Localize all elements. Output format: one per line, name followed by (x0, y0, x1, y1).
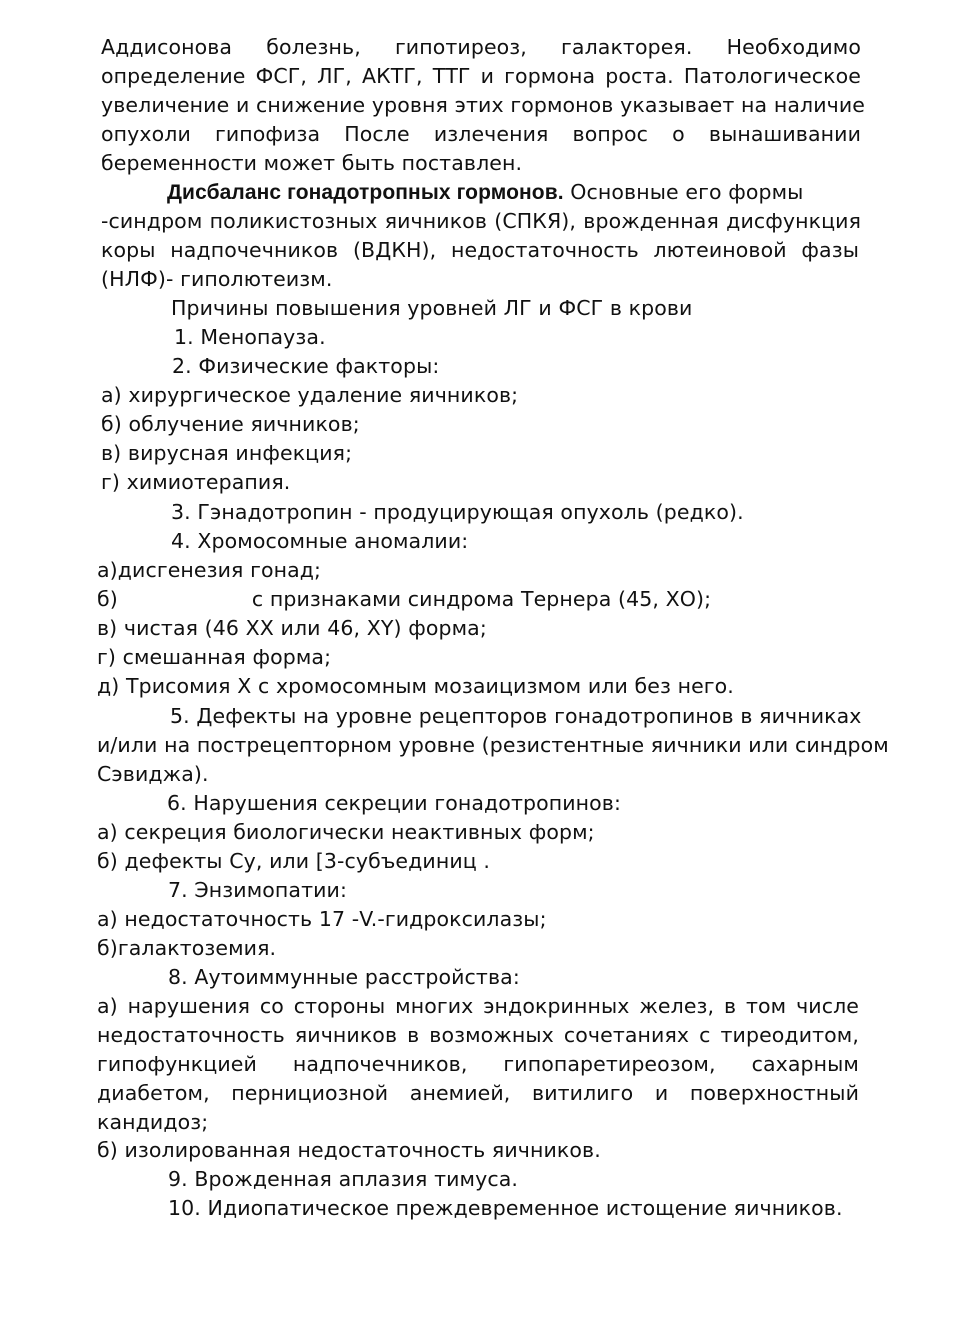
list-item: а) секреция биологически неактивных форм; (97, 820, 595, 844)
list-item: г) химиотерапия. (101, 470, 291, 494)
list-text: с признаками синдрома Тернера (45, ХО); (251, 587, 712, 611)
list-item: а)дисгенезия гонад; (97, 558, 322, 582)
list-item: 3. Гэнадотропин - продуцирующая опухоль (редко). (171, 500, 744, 524)
list-item: 10. Идиопатическое преждевременное истощение яичников. (168, 1196, 843, 1220)
subheading: Причины повышения уровней ЛГ и ФСГ в крови (171, 296, 693, 320)
text-line: кандидоз; (97, 1110, 209, 1134)
section-heading-line (167, 178, 803, 207)
list-item: а) недостаточность 17 -V.-гидроксилазы; (97, 907, 547, 931)
list-item: 1. Менопауза. (174, 325, 326, 349)
text-line: определение ФСГ, ЛГ, АКТГ, ТТГ и гормона роста. Патологическое (101, 64, 861, 88)
list-item: в) вирусная инфекция; (101, 441, 353, 465)
text-line: опухоли гипофиза После излечения вопрос о вынашивании (101, 122, 861, 146)
list-item: а) хирургическое удаление яичников; (101, 383, 519, 407)
text-line: диабетом, пернициозной анемией, витилиго и поверхностный (97, 1081, 859, 1105)
text-line: гипофункцией надпочечников, гипопаретиреозом, сахарным (97, 1052, 859, 1076)
list-item: 7. Энзимопатии: (168, 878, 347, 902)
text-line: -синдром поликистозных яичников (СПКЯ), врожденная дисфункция (101, 209, 861, 233)
text-line: Сэвиджа). (97, 762, 209, 786)
list-item: 6. Нарушения секреции гонадотропинов: (167, 791, 621, 815)
text-line: коры надпочечников (ВДКН), недостаточность лютеиновой фазы (101, 238, 859, 262)
list-item: в) чистая (46 XX или 46, XY) форма; (97, 616, 487, 640)
text-line: (НЛФ)- гиполютеизм. (101, 267, 333, 291)
list-letter: б) (97, 587, 118, 611)
list-item: 2. Физические факторы: (172, 354, 440, 378)
list-item: 5. Дефекты на уровне рецепторов гонадотропинов в яичниках (170, 704, 862, 728)
text-line: беременности может быть поставлен. (101, 151, 523, 175)
text-fragment: Основные его формы (563, 180, 804, 204)
list-item (97, 585, 711, 614)
list-item: б) дефекты Су, или [3-субъединиц . (97, 849, 491, 873)
list-item: б)галактоземия. (97, 936, 277, 960)
list-item: б) облучение яичников; (101, 412, 360, 436)
text-line: Аддисонова болезнь, гипотиреоз, галакторея. Необходимо (101, 35, 861, 59)
list-item: 9. Врожденная аплазия тимуса. (168, 1167, 518, 1191)
list-item: 4. Хромосомные аномалии: (171, 529, 469, 553)
list-item: д) Трисомия X с хромосомным мозаицизмом или без него. (97, 674, 734, 698)
text-line: и/или на пострецепторном уровне (резистентные яичники или синдром (97, 733, 889, 757)
text-line: а) нарушения со стороны многих эндокринных желез, в том числе (97, 994, 859, 1018)
list-item: 8. Аутоиммунные расстройства: (168, 965, 520, 989)
text-line: увеличение и снижение уровня этих гормонов указывает на наличие (101, 93, 865, 117)
section-heading: Дисбаланс гонадотропных гормонов. (167, 181, 564, 204)
list-item: б) изолированная недостаточность яичников. (97, 1138, 601, 1162)
text-line: недостаточность яичников в возможных сочетаниях с тиреодитом, (97, 1023, 859, 1047)
list-item: г) смешанная форма; (97, 645, 332, 669)
